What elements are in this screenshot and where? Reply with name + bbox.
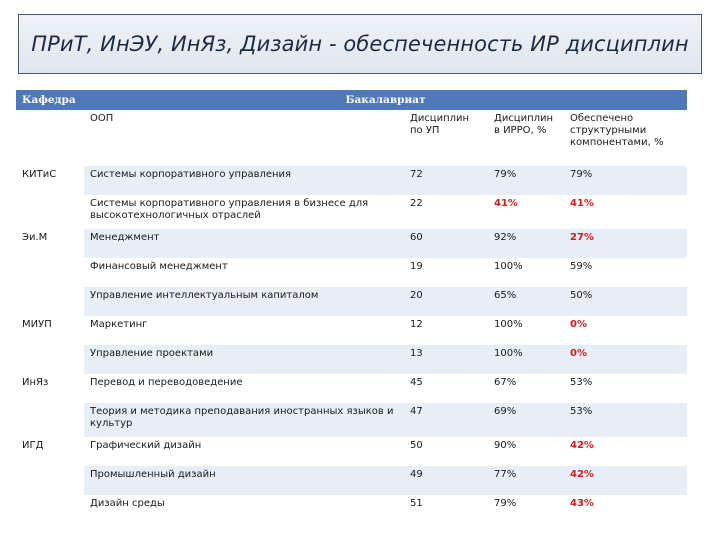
disc-up-cell: 49 [404,466,488,495]
table-row [16,195,687,229]
program-cell: Управление интеллектуальным капиталом [84,287,404,316]
program-cell: Финансовый менеджмент [84,258,404,287]
subheader-disc-irro: Дисциплин в ИРРО, % [488,110,564,166]
program-cell: Системы корпоративного управления [84,166,404,195]
disc-irro-cell: 100% [488,258,564,287]
subheader-oop: ООП [84,110,404,166]
disc-up-cell: 60 [404,229,488,258]
provided-cell: 27% [564,229,687,258]
dept-cell [16,258,84,287]
disc-up-cell: 13 [404,345,488,374]
program-cell: Системы корпоративного управления в бизнесе для высокотехнологичных отраслей [84,195,404,229]
table-body [16,110,687,524]
dept-cell [16,287,84,316]
disc-irro-cell: 79% [488,495,564,524]
provided-cell: 43% [564,495,687,524]
dept-cell: ИнЯз [16,374,84,403]
disc-up-cell: 51 [404,495,488,524]
table-row [16,466,687,495]
provided-cell: 53% [564,374,687,403]
table-row [16,437,687,466]
disc-irro-cell: 79% [488,166,564,195]
provided-cell: 42% [564,466,687,495]
table-row [16,166,687,195]
provided-cell: 53% [564,403,687,437]
table-row [16,374,687,403]
slide-title: ПРиТ, ИнЭУ, ИнЯз, Дизайн - обеспеченность ИР дисциплин [31,32,689,56]
disc-irro-cell: 41% [488,195,564,229]
disc-irro-cell: 69% [488,403,564,437]
table-row [16,345,687,374]
header-bachelor: Бакалавриат [84,90,687,110]
provided-cell: 0% [564,345,687,374]
disc-irro-cell: 92% [488,229,564,258]
disc-irro-cell: 100% [488,345,564,374]
disc-up-cell: 12 [404,316,488,345]
title-box [18,14,702,74]
provided-cell: 50% [564,287,687,316]
subheader-provided: Обеспечено структурными компонентами, % [564,110,687,166]
table-row [16,495,687,524]
program-cell: Маркетинг [84,316,404,345]
disc-up-cell: 45 [404,374,488,403]
table-row [16,229,687,258]
subheader-empty [16,110,84,166]
disc-up-cell: 72 [404,166,488,195]
provided-cell: 42% [564,437,687,466]
dept-cell [16,466,84,495]
disc-irro-cell: 77% [488,466,564,495]
program-cell: Теория и методика преподавания иностранных языков и культур [84,403,404,437]
disc-up-cell: 50 [404,437,488,466]
subheader-row [16,110,687,166]
program-cell: Графический дизайн [84,437,404,466]
disc-up-cell: 20 [404,287,488,316]
dept-cell: КИТиС [16,166,84,195]
provided-cell: 59% [564,258,687,287]
header-department: Кафедра [16,90,84,110]
discipline-table [16,90,687,524]
program-cell: Промышленный дизайн [84,466,404,495]
program-cell: Менеджмент [84,229,404,258]
table-row [16,316,687,345]
disc-up-cell: 19 [404,258,488,287]
disc-up-cell: 47 [404,403,488,437]
dept-cell: МИУП [16,316,84,345]
disc-up-cell: 22 [404,195,488,229]
table-row [16,403,687,437]
subheader-disc-up: Дисциплин по УП [404,110,488,166]
table-row [16,258,687,287]
program-cell: Перевод и переводоведение [84,374,404,403]
table-header-row [16,90,687,110]
dept-cell [16,403,84,437]
disc-irro-cell: 67% [488,374,564,403]
disc-irro-cell: 90% [488,437,564,466]
dept-cell [16,495,84,524]
dept-cell: ИГД [16,437,84,466]
provided-cell: 79% [564,166,687,195]
provided-cell: 0% [564,316,687,345]
disc-irro-cell: 100% [488,316,564,345]
program-cell: Управление проектами [84,345,404,374]
provided-cell: 41% [564,195,687,229]
dept-cell [16,345,84,374]
disc-irro-cell: 65% [488,287,564,316]
table-row [16,287,687,316]
dept-cell: Эи.М [16,229,84,258]
program-cell: Дизайн среды [84,495,404,524]
dept-cell [16,195,84,229]
